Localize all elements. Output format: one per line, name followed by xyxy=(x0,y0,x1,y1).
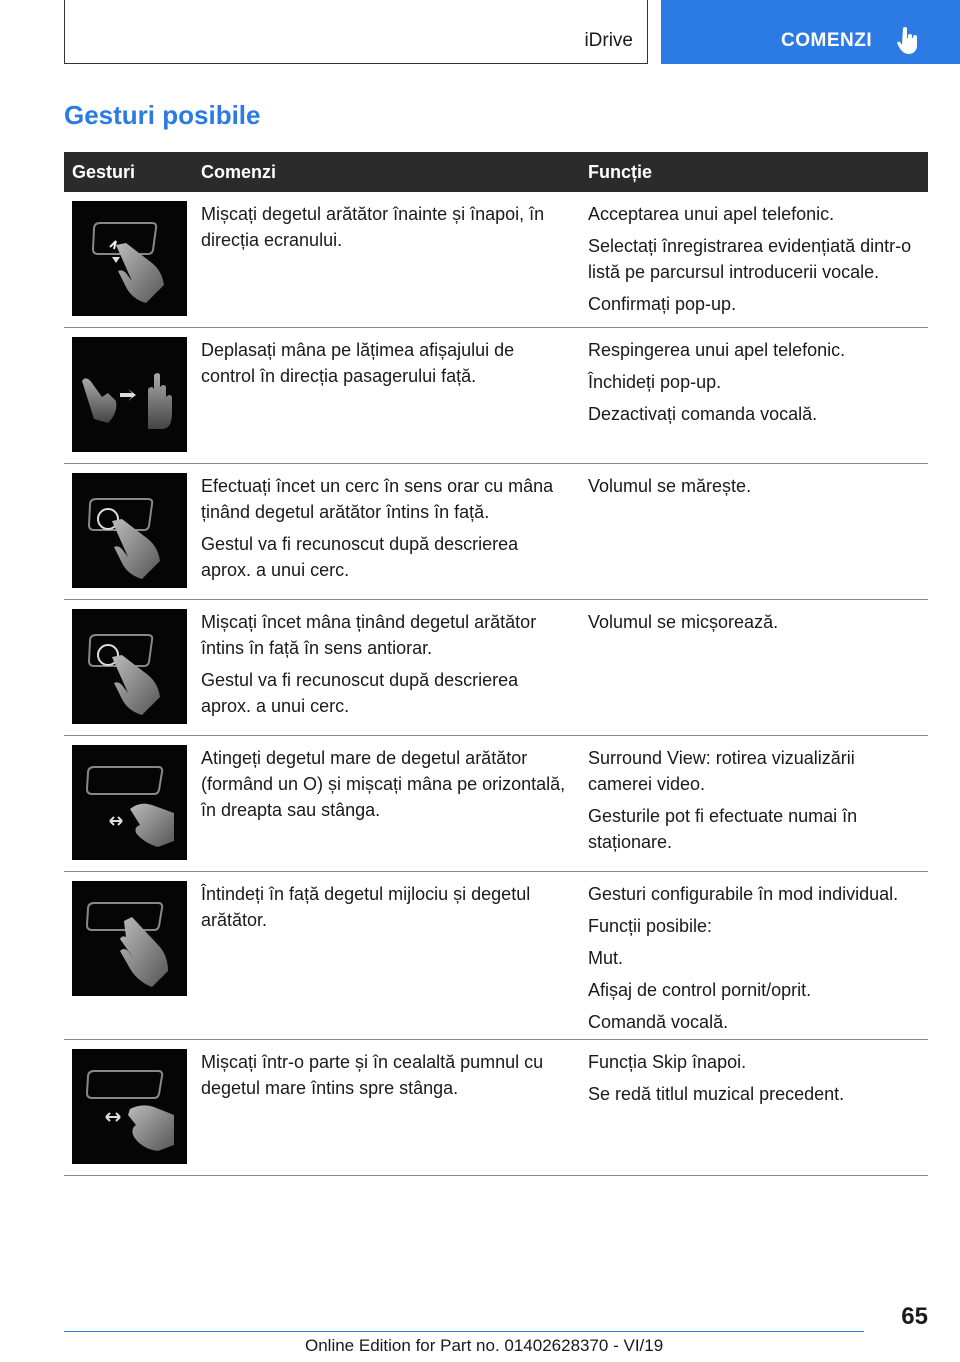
page-number: 65 xyxy=(901,1303,928,1330)
hand-sweep-gesture-icon xyxy=(72,337,187,452)
header-chapter-box xyxy=(64,0,648,64)
table-row xyxy=(64,464,928,600)
command-text: Efectuați încet un cerc în sens orar cu mâna ținând degetul arătător întins în față. xyxy=(201,476,554,522)
function-text: Comandă vocală. xyxy=(588,1012,729,1032)
function-text: Selectați înregistrarea evidențiată dintr-o listă pe parcursul introducerii vocale. xyxy=(588,236,912,282)
edition-note: Online Edition for Part no. 01402628370 - VI/19 xyxy=(305,1336,664,1355)
table-row xyxy=(64,736,928,872)
function-text: Funcții posibile: xyxy=(588,916,713,936)
function-text: Respingerea unui apel telefonic. xyxy=(588,340,846,360)
swipe-forward-back-gesture-icon xyxy=(72,201,187,316)
table-header xyxy=(64,152,928,192)
circle-counterclockwise-gesture-icon xyxy=(72,609,187,724)
table-row xyxy=(64,872,928,1040)
command-text: Gestul va fi recunoscut după descrierea aprox. a unui cerc. xyxy=(201,534,519,580)
column-header-gestures: Gesturi xyxy=(72,161,136,182)
pointing-hand-icon xyxy=(897,26,919,54)
header-section-tab xyxy=(661,0,960,64)
chapter-title: iDrive xyxy=(584,30,633,51)
column-header-commands: Comenzi xyxy=(201,161,277,182)
command-text: Gestul va fi recunoscut după descrierea aprox. a unui cerc. xyxy=(201,670,519,716)
circle-clockwise-gesture-icon xyxy=(72,473,187,588)
function-text: Afișaj de control pornit/oprit. xyxy=(588,980,812,1000)
function-text: Închideți pop-up. xyxy=(588,372,722,392)
command-text: Atingeți degetul mare de degetul arătător (formând un O) și mișcați mâna pe orizontală, în dreapta sau stânga. xyxy=(201,748,566,820)
table-row xyxy=(64,600,928,736)
two-fingers-gesture-icon xyxy=(72,881,187,996)
function-text: Mut. xyxy=(588,948,624,968)
command-text: Mișcați încet mâna ținând degetul arătător întins în față în sens antiorar. xyxy=(201,612,537,658)
function-text: Gesturi configurabile în mod individual. xyxy=(588,884,899,904)
function-text: Gesturile pot fi efectuate numai în staționare. xyxy=(588,806,858,852)
footer-divider xyxy=(64,1331,864,1332)
function-text: Volumul se micșorează. xyxy=(588,612,779,632)
column-header-function: Funcție xyxy=(588,161,653,182)
table-row xyxy=(64,1040,928,1176)
function-text: Funcția Skip înapoi. xyxy=(588,1052,747,1072)
function-text: Acceptarea unui apel telefonic. xyxy=(588,204,835,224)
function-text: Confirmați pop-up. xyxy=(588,294,737,314)
table-row xyxy=(64,192,928,328)
function-text: Se redă titlul muzical precedent. xyxy=(588,1084,845,1104)
command-text: Mișcați într-o parte și în cealaltă pumnul cu degetul mare întins spre stânga. xyxy=(201,1052,544,1098)
function-text: Dezactivați comanda vocală. xyxy=(588,404,818,424)
command-text: Deplasați mâna pe lățimea afișajului de control în direcția pasagerului față. xyxy=(201,340,515,386)
command-text: Întindeți în față degetul mijlociu și degetul arătător. xyxy=(201,884,531,930)
table-row xyxy=(64,328,928,464)
function-text: Surround View: rotirea vizualizării camerei video. xyxy=(588,748,855,794)
fist-thumb-gesture-icon xyxy=(72,1049,187,1164)
gestures-table xyxy=(64,152,928,1176)
function-text: Volumul se mărește. xyxy=(588,476,752,496)
pinch-horizontal-gesture-icon xyxy=(72,745,187,860)
section-title: COMENZI xyxy=(781,30,873,51)
command-text: Mișcați degetul arătător înainte și înapoi, în direcția ecranului. xyxy=(201,204,545,250)
page-heading: Gesturi posibile xyxy=(64,100,261,130)
